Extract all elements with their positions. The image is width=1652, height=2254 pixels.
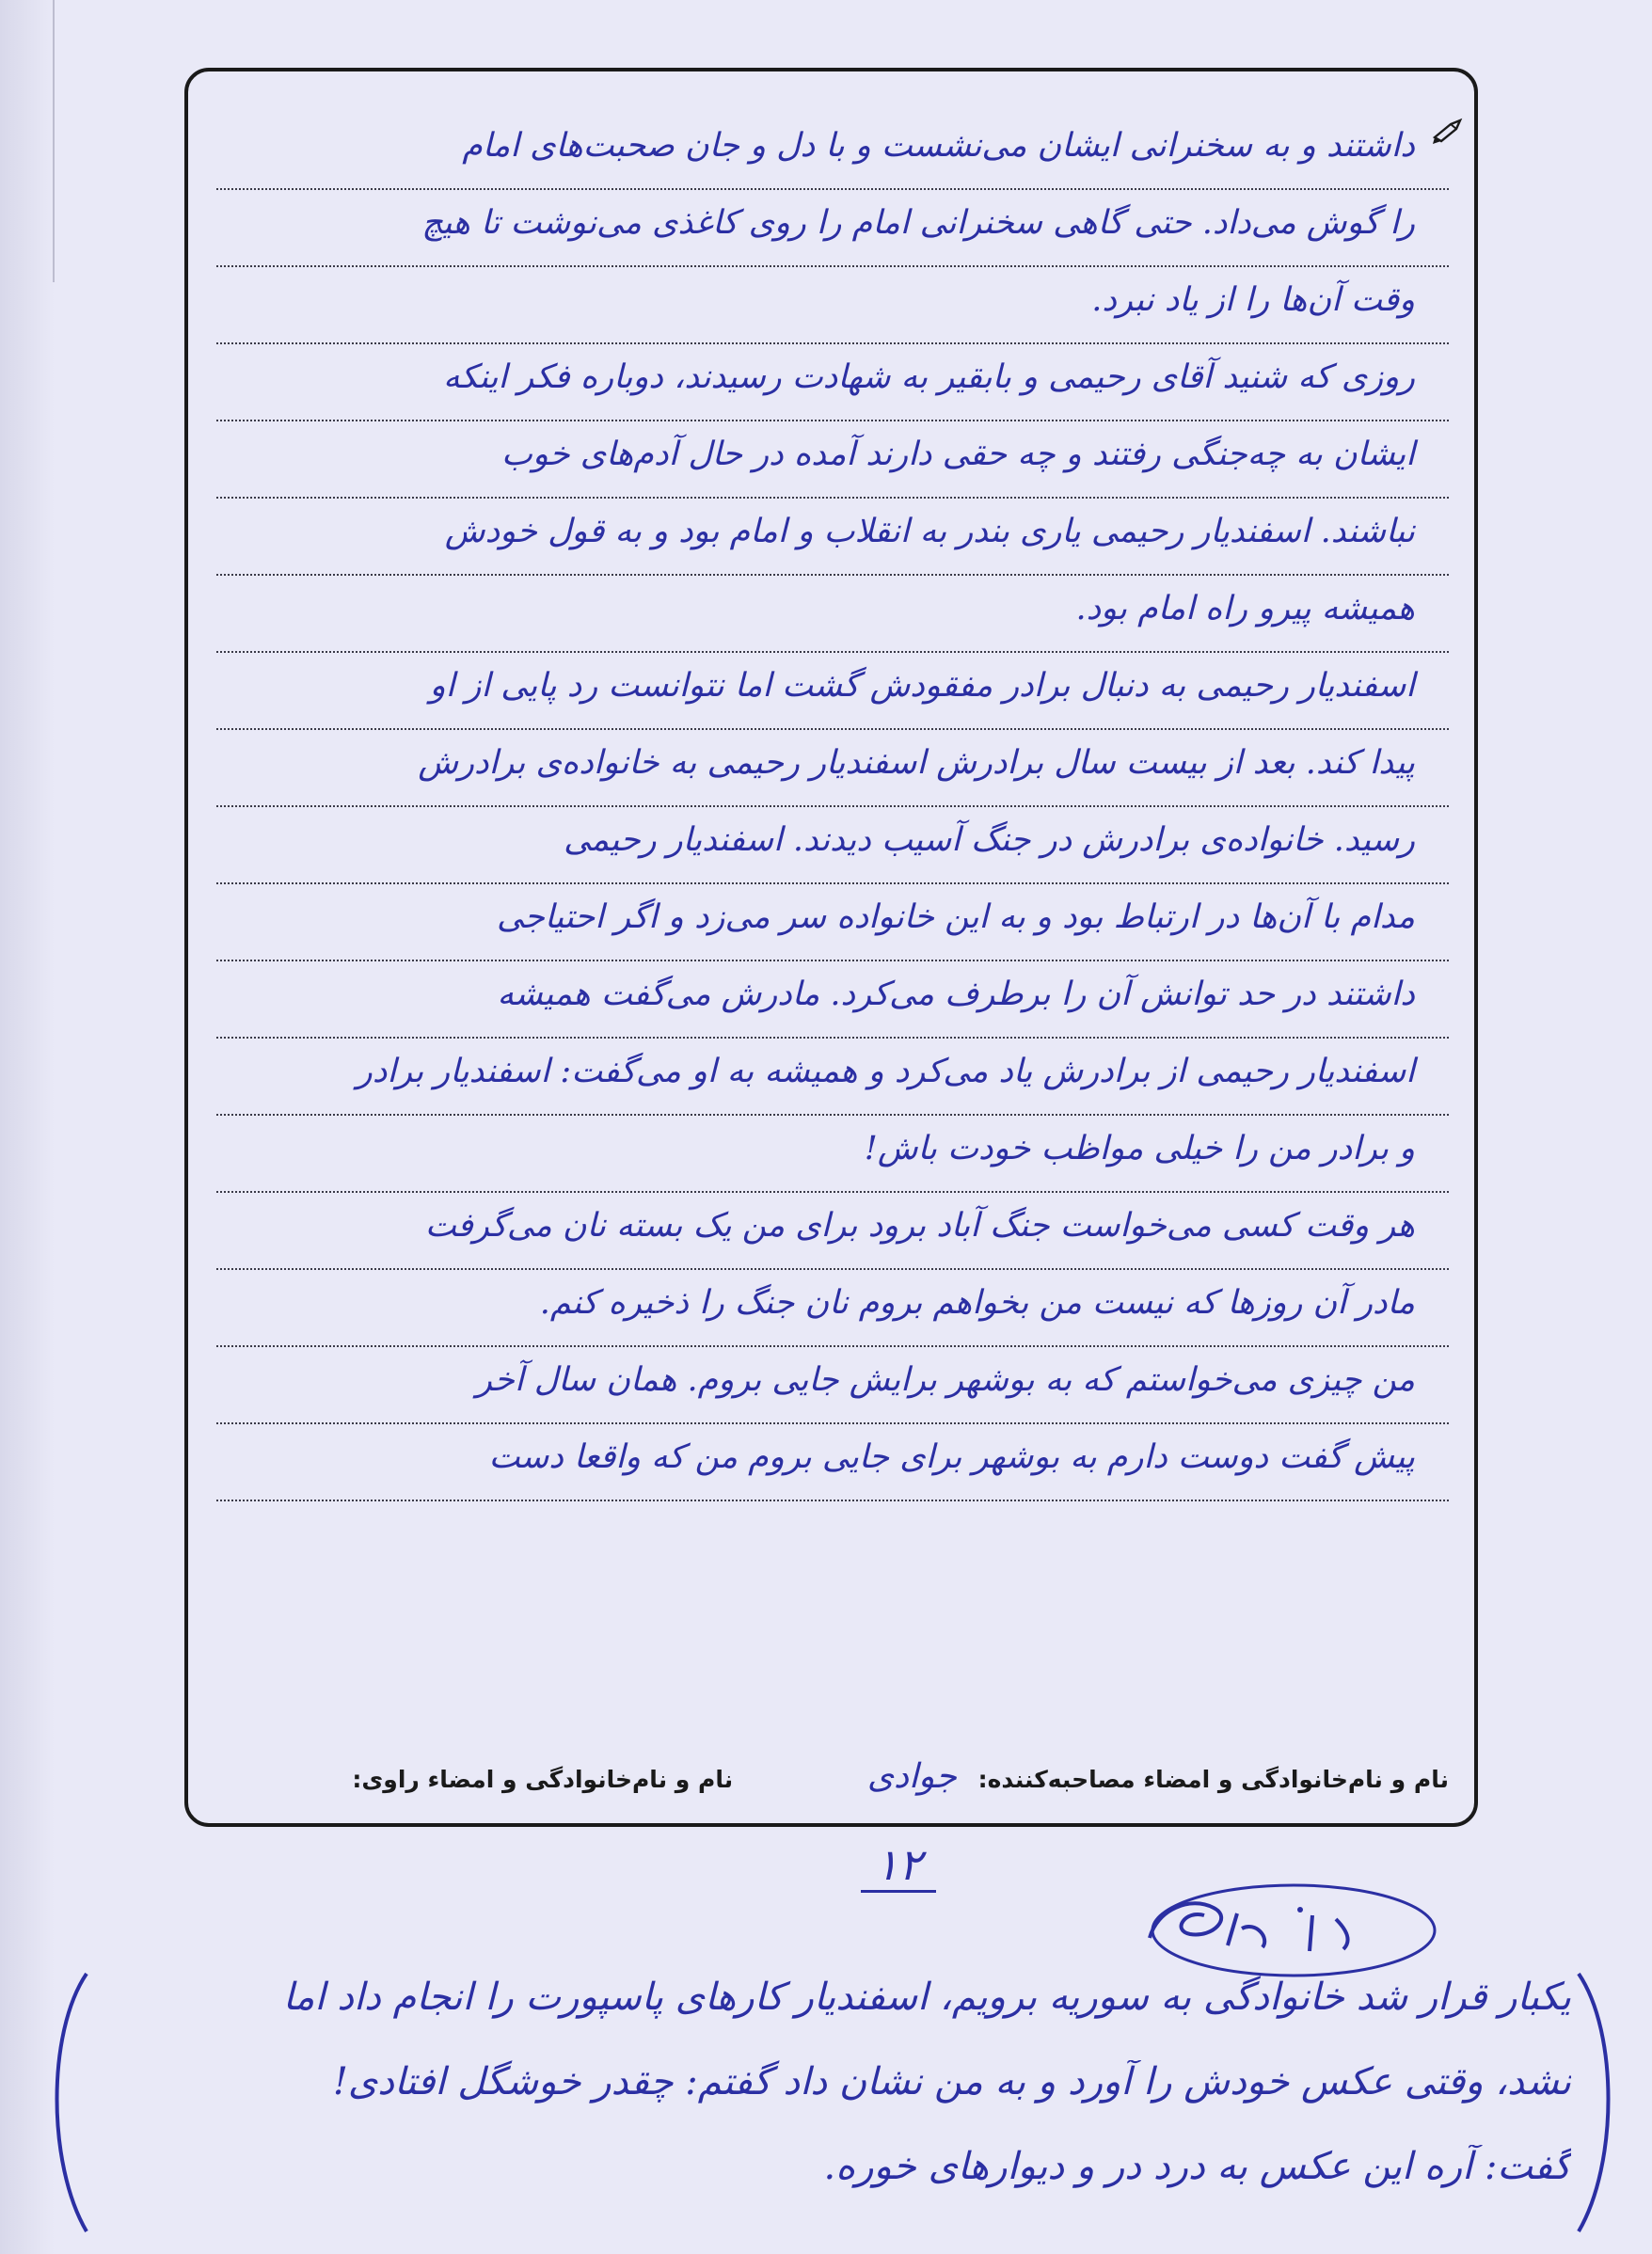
handwritten-line: مدام با آن‌ها در ارتباط بود و به این خانواده سر می‌زد و اگر احتیاجی <box>216 884 1449 961</box>
handwritten-line: داشتند در حد توانش آن را برطرف می‌کرد. مادرش می‌گفت همیشه <box>216 961 1449 1039</box>
handwritten-line: ایشان به چه‌جنگی رفتند و چه حقی دارند آمده در حال آدم‌های خوب <box>216 421 1449 499</box>
interviewer-name: جوادی <box>866 1757 957 1796</box>
interviewer-label: نام و نام‌خانوادگی و امضاء مصاحبه‌کننده: <box>977 1766 1449 1793</box>
handwritten-lines <box>216 113 1449 1712</box>
handwritten-line: من چیزی می‌خواستم که به بوشهر برایش جایی بروم. همان سال آخر <box>216 1347 1449 1424</box>
bottom-handwritten-note <box>38 1966 1628 2239</box>
handwritten-line: و برادر من را خیلی مواظب خودت باش! <box>216 1116 1449 1193</box>
handwritten-line: اسفندیار رحیمی از برادرش یاد می‌کرد و همیشه به او می‌گفت: اسفندیار برادر <box>216 1039 1449 1116</box>
handwritten-line: را گوش می‌داد. حتی گاهی سخنرانی امام را روی کاغذی می‌نوشت تا هیچ <box>216 190 1449 267</box>
handwritten-line: مادر آن روزها که نیست من بخواهم بروم نان جنگ را ذخیره کنم. <box>216 1270 1449 1347</box>
form-footer <box>216 1757 1449 1804</box>
handwritten-line: هر وقت کسی می‌خواست جنگ آباد برود برای من یک بسته نان می‌گرفت <box>216 1193 1449 1270</box>
handwritten-line: اسفندیار رحیمی به دنبال برادر مفقودش گشت اما نتوانست رد پایی از او <box>216 653 1449 730</box>
handwritten-line: پیش گفت دوست دارم به بوشهر برای جایی بروم من که واقعا دست <box>216 1424 1449 1501</box>
handwritten-line: روزی که شنید آقای رحیمی و بابقیر به شهادت رسیدند، دوباره فکر اینکه <box>216 344 1449 421</box>
page-left-edge <box>0 0 55 2254</box>
narrator-label: نام و نام‌خانوادگی و امضاء راوی: <box>352 1766 734 1793</box>
handwritten-line: پیدا کند. بعد از بیست سال برادرش اسفندیار رحیمی به خانواده‌ی برادرش <box>216 730 1449 807</box>
page-number: ۱۲ <box>861 1839 936 1893</box>
note-line: گفت: آره این عکس به درد در و دیوارهای خوره. <box>823 2145 1571 2188</box>
handwritten-line: همیشه پیرو راه امام بود. <box>216 576 1449 653</box>
handwritten-line: وقت آن‌ها را از یاد نبرد. <box>216 267 1449 344</box>
page-fold-line <box>53 0 55 282</box>
handwritten-line: نباشند. اسفندیار رحیمی یاری بندر به انقلاب و امام بود و به قول خودش <box>216 499 1449 576</box>
note-line: نشد، وقتی عکس خودش را آورد و به من نشان داد گفتم: چقدر خوشگل افتادی! <box>332 2060 1571 2103</box>
handwritten-line: داشتند و به سخنرانی ایشان می‌نشست و با دل و جان صحبت‌های امام <box>216 113 1449 190</box>
note-line: یکبار قرار شد خانوادگی به سوریه برویم، اسفندیار کارهای پاسپورت را انجام داد اما <box>282 1976 1571 2019</box>
left-parenthesis <box>38 1966 94 2239</box>
handwritten-line: رسید. خانواده‌ی برادرش در جنگ آسیب دیدند. اسفندیار رحیمی <box>216 807 1449 884</box>
right-parenthesis <box>1571 1966 1628 2239</box>
